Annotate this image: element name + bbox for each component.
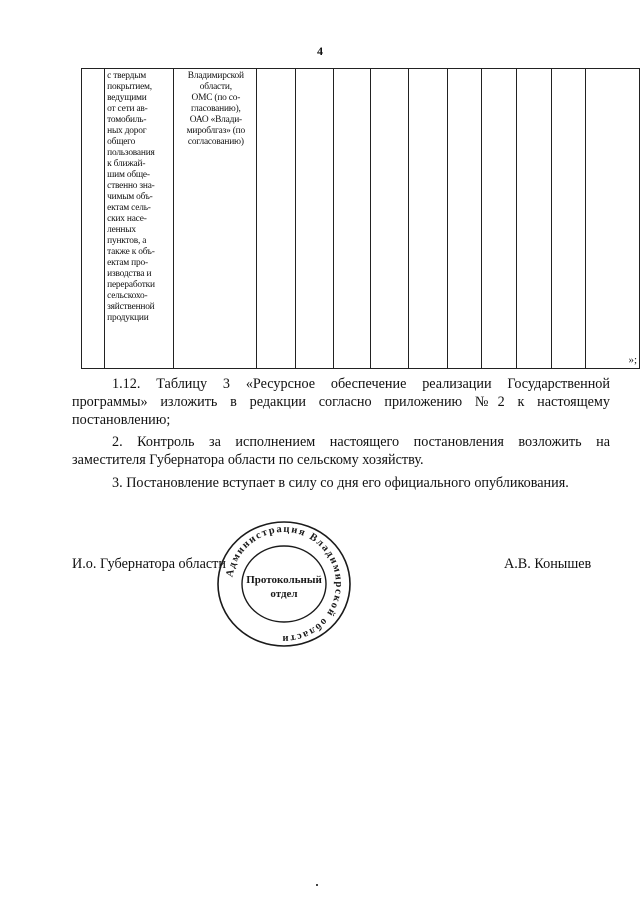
measure-line: зяйственной <box>107 302 155 312</box>
measure-line: ственно зна- <box>107 181 155 191</box>
measure-line: ских насе- <box>107 214 147 224</box>
stamp-ring-text: Администрация Владимирской области <box>224 523 345 645</box>
table-cell-blank <box>82 69 105 369</box>
table-cell-blank <box>447 69 482 369</box>
measure-line: ведущими <box>107 93 147 103</box>
table-cell-executors <box>174 69 257 369</box>
measure-line: сельскохо- <box>107 291 148 301</box>
table-cell-last <box>586 69 640 369</box>
executor-line: ОМС (по со- <box>191 93 241 103</box>
table-cell-blank <box>516 69 551 369</box>
measure-line: пунктов, а <box>107 236 147 246</box>
table-cell-blank <box>295 69 333 369</box>
measure-line: ектам сель- <box>107 203 151 213</box>
table-cell-blank <box>482 69 517 369</box>
scan-speck <box>316 884 318 886</box>
measure-line: пользования <box>107 148 155 158</box>
table-cell-blank <box>551 69 586 369</box>
table-row <box>82 69 640 369</box>
paragraph-table3-amendment: 1.12. Таблицу 3 «Ресурсное обеспечение реализации Государственной программы» изложить в редакции согласно приложению №2 к настоящему постановлению; <box>72 376 610 428</box>
stamp-center-line2: отдел <box>270 588 298 600</box>
executor-line: согласованию) <box>187 137 244 147</box>
paragraph-control: 2. Контроль за исполнением настоящего постановления возложить на заместителя Губернатора области по сельскому хозяйству. <box>72 434 610 468</box>
measure-line: чимым объ- <box>107 192 153 202</box>
measure-line: с твердым <box>107 71 147 81</box>
closing-quote-mark: »; <box>628 354 637 366</box>
table-cell-measure-text <box>105 69 174 369</box>
signatory-title: И.о. Губернатора области <box>72 556 226 572</box>
measure-line: шим обще- <box>107 170 150 180</box>
measure-line: также к объ- <box>107 247 155 257</box>
official-stamp-seal <box>215 519 353 649</box>
measure-line: к ближай- <box>107 159 146 169</box>
executor-line: области, <box>199 82 232 92</box>
executor-line: гласованию), <box>191 104 241 114</box>
measure-line: от сети ав- <box>107 104 148 114</box>
executor-line: мироблгаз» (по <box>186 126 245 136</box>
executor-line: Владимирской <box>187 71 244 81</box>
table-cell-blank <box>370 69 408 369</box>
measure-line: томобиль- <box>107 115 147 125</box>
stamp-center-line1: Протокольный <box>246 574 322 586</box>
table-cell-blank <box>334 69 371 369</box>
signatory-name: А.В. Конышев <box>504 556 592 572</box>
executor-line: ОАО «Влади- <box>189 115 242 125</box>
measure-line: покрытием, <box>107 82 152 92</box>
measure-line: ектам про- <box>107 258 148 268</box>
measure-line: ных дорог <box>107 126 147 136</box>
measure-line: общего <box>107 137 136 147</box>
measure-line: переработки <box>107 280 155 290</box>
measure-line: ленных <box>107 225 136 235</box>
paragraph-effective-date: 3. Постановление вступает в силу со дня его официального опубликования. <box>112 475 569 491</box>
measure-line: изводства и <box>107 269 152 279</box>
table-cell-blank <box>409 69 447 369</box>
table-cell-blank <box>257 69 295 369</box>
page-number: 4 <box>317 44 323 58</box>
program-table-continuation <box>81 68 640 369</box>
measure-line: продукции <box>107 313 149 323</box>
